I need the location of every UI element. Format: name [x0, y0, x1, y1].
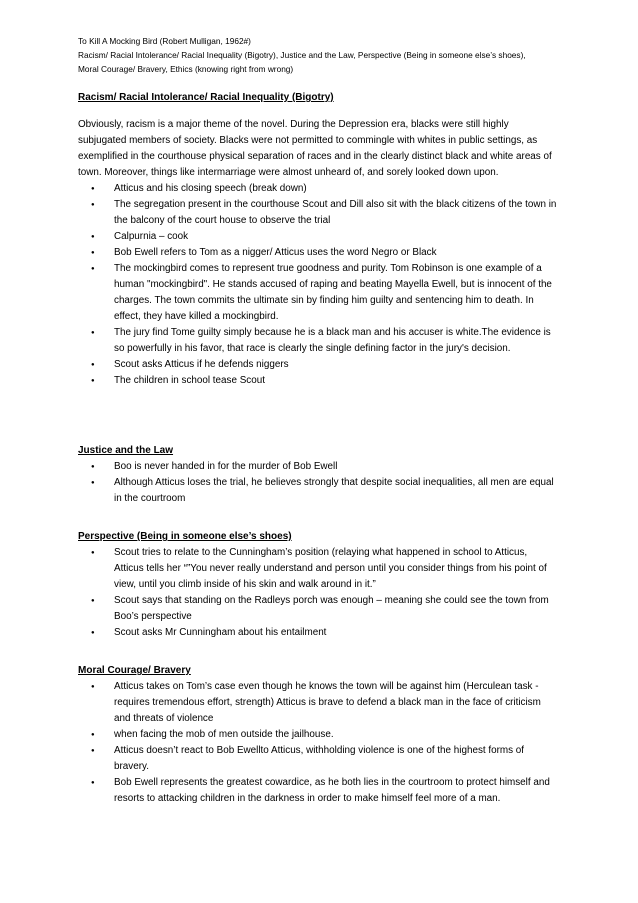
- list-item: ● Scout tries to relate to the Cunningham’s position (relaying what happened in school to Atticus, Atticus tells her “”You never really understand and person until you consider things from his point of view, until you climb inside of his skin and walk around in it.”: [78, 545, 558, 593]
- list-item: ● The mockingbird comes to represent true goodness and purity. Tom Robinson is one example of a human "mockingbird". He stands accused of raping and beating Mayella Ewell, but is innocent of the charges. The town commits the ultimate sin by finding him guilty and sentencing him to death. In effect, they have killed a mockingbird.: [78, 261, 558, 325]
- racism-list: [78, 181, 558, 389]
- list-item: ● Scout says that standing on the Radleys porch was enough – meaning she could see the town from Boo’s perspective: [78, 593, 558, 625]
- justice-section: [78, 443, 558, 507]
- racism-heading: Racism/ Racial Intolerance/ Racial Inequality (Bigotry): [78, 92, 334, 103]
- list-item: ● Bob Ewell refers to Tom as a nigger/ Atticus uses the word Negro or Black: [78, 245, 558, 261]
- perspective-list: [78, 545, 558, 641]
- justice-heading: Justice and the Law: [78, 445, 174, 456]
- header-line-1: To Kill A Mocking Bird (Robert Mulligan, 1962#): [78, 36, 251, 46]
- list-item: ● Although Atticus loses the trial, he believes strongly that despite social inequalities, all men are equal in the courtroom: [78, 475, 558, 507]
- document-header: [78, 34, 558, 76]
- list-item: ● when facing the mob of men outside the jailhouse.: [78, 727, 558, 743]
- list-item: ● The segregation present in the courthouse Scout and Dill also sit with the black citizens of the town in the balcony of the court house to observe the trial: [78, 197, 558, 229]
- list-item: ● The children in school tease Scout: [78, 373, 558, 389]
- courage-section: [78, 663, 558, 807]
- courage-list: [78, 679, 558, 807]
- document-page: [78, 34, 558, 807]
- list-item: ● Atticus and his closing speech (break down): [78, 181, 558, 197]
- list-item: ● Atticus takes on Tom’s case even though he knows the town will be against him (Herculean task - requires tremendous effort, strength) Atticus is brave to defend a black man in the face of criticism and threats of violence: [78, 679, 558, 727]
- perspective-heading: Perspective (Being in someone else’s shoes): [78, 531, 292, 542]
- racism-paragraph: Obviously, racism is a major theme of the novel. During the Depression era, blacks were still highly subjugated members of society. Blacks were not permitted to commingle with whites in public settings, as exemplified in the courthouse physical separation of races and in the clearly distinct black and white areas of town. Moreover, things like intermarriage were almost unheard of, and sorely looked down upon.: [78, 119, 552, 178]
- list-item: ● Atticus doesn’t react to Bob Ewellto Atticus, withholding violence is one of the highest forms of bravery.: [78, 743, 558, 775]
- header-line-3: Moral Courage/ Bravery, Ethics (knowing right from wrong): [78, 64, 294, 74]
- header-line-2: Racism/ Racial Intolerance/ Racial Inequality (Bigotry), Justice and the Law, Perspective (Being in someone else’s shoes),: [78, 50, 526, 60]
- justice-list: [78, 459, 558, 507]
- list-item: ● The jury find Tome guilty simply because he is a black man and his accuser is white.The evidence is so powerfully in his favor, that race is clearly the single defining factor in the jury's decision.: [78, 325, 558, 357]
- list-item: ● Bob Ewell represents the greatest cowardice, as he both lies in the courtroom to protect himself and resorts to attacking children in the darkness in order to make himself feel more of a man.: [78, 775, 558, 807]
- list-item: ● Scout asks Mr Cunningham about his entailment: [78, 625, 558, 641]
- racism-section: [78, 90, 558, 389]
- list-item: ● Boo is never handed in for the murder of Bob Ewell: [78, 459, 558, 475]
- list-item: ● Scout asks Atticus if he defends niggers: [78, 357, 558, 373]
- perspective-section: [78, 529, 558, 641]
- courage-heading: Moral Courage/ Bravery: [78, 665, 191, 676]
- list-item: ● Calpurnia – cook: [78, 229, 558, 245]
